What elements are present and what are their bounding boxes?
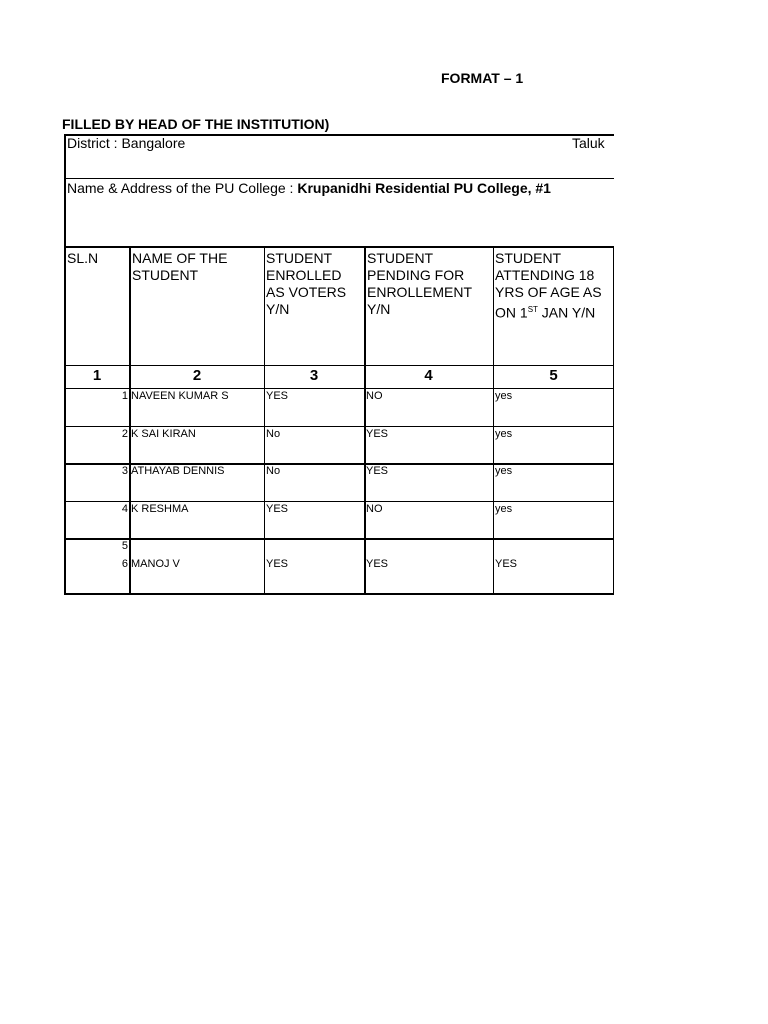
row3-enrolled: No	[266, 465, 281, 477]
row2-sl: 2	[121, 428, 128, 440]
col5-tail: JAN Y/N	[537, 304, 596, 321]
row2-pending: YES	[366, 428, 389, 440]
row4-enrolled: YES	[266, 503, 289, 515]
row1-name: NAVEEN KUMAR S	[131, 390, 229, 402]
row6-enrolled: YES	[266, 558, 289, 570]
col-number-5: 5	[549, 367, 558, 384]
row4-name: K RESHMA	[131, 503, 189, 515]
row6-attending: YES	[495, 558, 518, 570]
col-number-4: 4	[424, 367, 433, 384]
row2-enrolled: No	[266, 428, 281, 440]
college-line	[67, 180, 551, 196]
row-line-2	[64, 426, 614, 427]
row3-sl: 3	[121, 465, 128, 477]
header-top-border	[64, 246, 614, 248]
row2-attending: yes	[495, 428, 513, 440]
row-line-5	[64, 538, 614, 540]
row6-sl: 6	[121, 558, 128, 570]
col5-sup: ST	[527, 305, 538, 314]
college-label: Name & Address of the PU College :	[67, 180, 298, 196]
col-line-4	[493, 246, 494, 595]
col-number-1: 1	[92, 367, 102, 384]
col-header-enrolled: STUDENT ENROLLED AS VOTERS Y/N	[266, 250, 347, 317]
row-line-4	[64, 501, 614, 502]
col-header-name: NAME OF THE STUDENT	[132, 250, 228, 283]
college-value: Krupanidhi Residential PU College, #1	[297, 180, 551, 196]
voter-table	[64, 134, 614, 595]
row3-name: ATHAYAB DENNIS	[131, 465, 225, 477]
row1-pending: NO	[366, 390, 383, 402]
row2-name: K SAI KIRAN	[131, 428, 196, 440]
row4-sl: 4	[121, 503, 128, 515]
row3-attending: yes	[495, 465, 513, 477]
row3-pending: YES	[366, 465, 389, 477]
filled-by-heading: FILLED BY HEAD OF THE INSTITUTION)	[62, 116, 330, 132]
taluk-label: Taluk	[572, 135, 605, 151]
col-number-2: 2	[192, 367, 202, 384]
divider-district	[64, 178, 614, 179]
district-label: District : Bangalore	[67, 135, 186, 151]
col-number-3: 3	[309, 367, 319, 384]
row5-sl: 5	[121, 540, 128, 552]
col-header-sl: SL.N	[67, 250, 99, 266]
row1-sl: 1	[121, 390, 128, 402]
col5-text: STUDENT ATTENDING 18 YRS OF AGE AS ON 1	[495, 250, 602, 321]
border-right	[613, 246, 614, 595]
num-row-top	[64, 365, 614, 366]
row-line-1	[64, 388, 614, 389]
col-header-attending	[495, 250, 613, 322]
row4-pending: NO	[366, 503, 383, 515]
border-bottom	[64, 593, 614, 595]
row1-enrolled: YES	[266, 390, 289, 402]
col-line-1	[129, 246, 131, 595]
col-line-3	[364, 246, 366, 595]
col-line-2	[264, 246, 265, 595]
row6-pending: YES	[366, 558, 389, 570]
row4-attending: yes	[495, 503, 513, 515]
col-header-pending: STUDENT PENDING FOR ENROLLEMENT Y/N	[367, 250, 472, 317]
row1-attending: yes	[495, 390, 513, 402]
row6-name: MANOJ V	[131, 558, 180, 570]
format-title: FORMAT – 1	[441, 70, 524, 86]
